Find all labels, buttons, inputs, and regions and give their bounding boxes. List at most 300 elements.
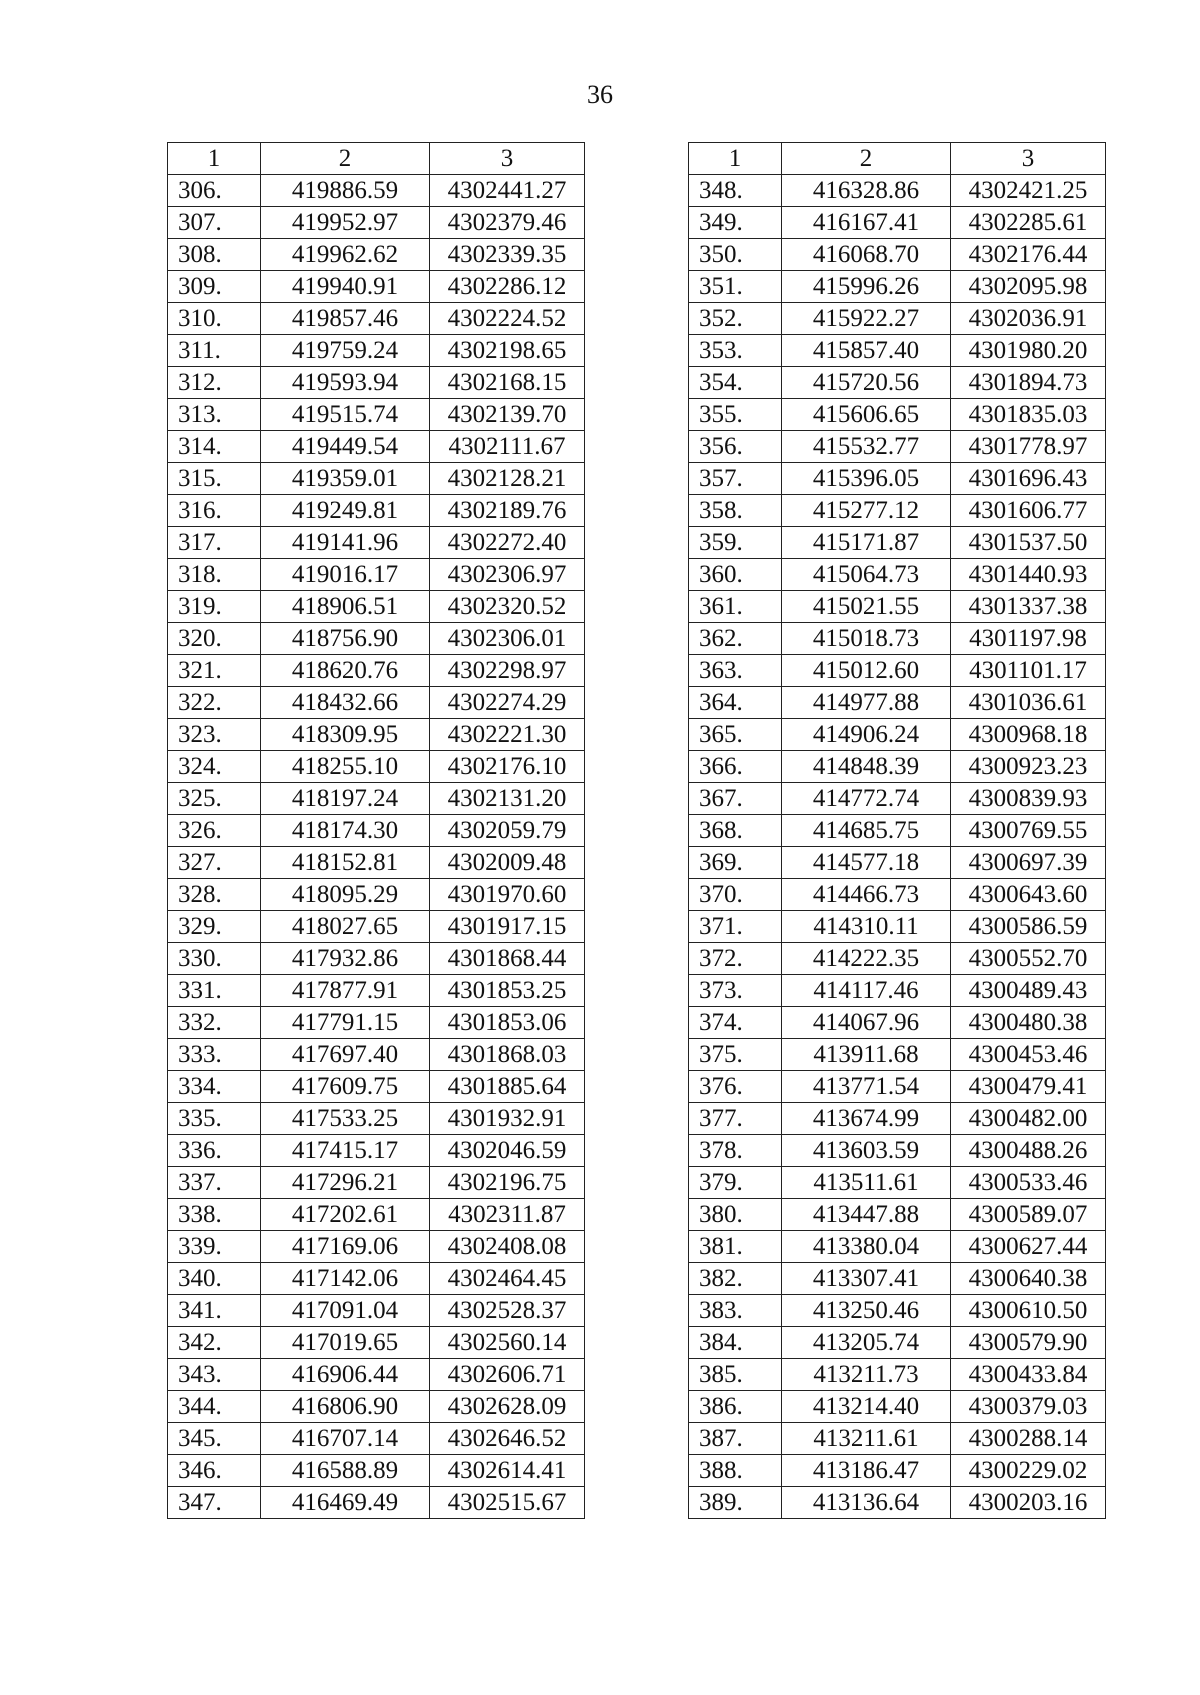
table-row xyxy=(689,1327,1106,1359)
y-coordinate-cell: 4302128.21 xyxy=(430,463,585,495)
point-number-cell: 316. xyxy=(168,495,261,527)
x-coordinate-cell: 416469.49 xyxy=(261,1487,430,1519)
table-row xyxy=(689,1423,1106,1455)
y-coordinate-cell: 4300643.60 xyxy=(951,879,1106,911)
table-row xyxy=(168,1455,585,1487)
point-number-cell: 320. xyxy=(168,623,261,655)
point-number-cell: 345. xyxy=(168,1423,261,1455)
x-coordinate-cell: 419962.62 xyxy=(261,239,430,271)
table-row xyxy=(168,559,585,591)
point-number-cell: 382. xyxy=(689,1263,782,1295)
y-coordinate-cell: 4302339.35 xyxy=(430,239,585,271)
x-coordinate-cell: 415064.73 xyxy=(782,559,951,591)
y-coordinate-cell: 4301868.03 xyxy=(430,1039,585,1071)
y-coordinate-cell: 4302606.71 xyxy=(430,1359,585,1391)
y-coordinate-cell: 4300453.46 xyxy=(951,1039,1106,1071)
point-number-cell: 334. xyxy=(168,1071,261,1103)
table-row xyxy=(168,431,585,463)
x-coordinate-cell: 413911.68 xyxy=(782,1039,951,1071)
column-header-3: 3 xyxy=(430,143,585,175)
y-coordinate-cell: 4302464.45 xyxy=(430,1263,585,1295)
point-number-cell: 323. xyxy=(168,719,261,751)
x-coordinate-cell: 413136.64 xyxy=(782,1487,951,1519)
table-row xyxy=(168,271,585,303)
point-number-cell: 386. xyxy=(689,1391,782,1423)
x-coordinate-cell: 419249.81 xyxy=(261,495,430,527)
table-row xyxy=(689,239,1106,271)
point-number-cell: 340. xyxy=(168,1263,261,1295)
y-coordinate-cell: 4300533.46 xyxy=(951,1167,1106,1199)
y-coordinate-cell: 4301894.73 xyxy=(951,367,1106,399)
table-row xyxy=(168,1199,585,1231)
point-number-cell: 351. xyxy=(689,271,782,303)
table-row xyxy=(689,1359,1106,1391)
x-coordinate-cell: 417877.91 xyxy=(261,975,430,1007)
table-row xyxy=(168,815,585,847)
x-coordinate-cell: 418756.90 xyxy=(261,623,430,655)
x-coordinate-cell: 417791.15 xyxy=(261,1007,430,1039)
x-coordinate-cell: 417533.25 xyxy=(261,1103,430,1135)
point-number-cell: 309. xyxy=(168,271,261,303)
y-coordinate-cell: 4302095.98 xyxy=(951,271,1106,303)
point-number-cell: 342. xyxy=(168,1327,261,1359)
x-coordinate-cell: 414466.73 xyxy=(782,879,951,911)
point-number-cell: 354. xyxy=(689,367,782,399)
point-number-cell: 348. xyxy=(689,175,782,207)
page-number: 36 xyxy=(587,80,613,109)
x-coordinate-cell: 415857.40 xyxy=(782,335,951,367)
point-number-cell: 384. xyxy=(689,1327,782,1359)
point-number-cell: 308. xyxy=(168,239,261,271)
y-coordinate-cell: 4300923.23 xyxy=(951,751,1106,783)
coordinates-table-right xyxy=(688,142,1106,1519)
y-coordinate-cell: 4300586.59 xyxy=(951,911,1106,943)
y-coordinate-cell: 4300203.16 xyxy=(951,1487,1106,1519)
y-coordinate-cell: 4301853.06 xyxy=(430,1007,585,1039)
point-number-cell: 356. xyxy=(689,431,782,463)
point-number-cell: 329. xyxy=(168,911,261,943)
table-row xyxy=(168,527,585,559)
table-row xyxy=(168,1007,585,1039)
table-row xyxy=(168,1071,585,1103)
point-number-cell: 317. xyxy=(168,527,261,559)
y-coordinate-cell: 4300288.14 xyxy=(951,1423,1106,1455)
point-number-cell: 322. xyxy=(168,687,261,719)
point-number-cell: 355. xyxy=(689,399,782,431)
table-row xyxy=(689,687,1106,719)
x-coordinate-cell: 416068.70 xyxy=(782,239,951,271)
x-coordinate-cell: 417609.75 xyxy=(261,1071,430,1103)
y-coordinate-cell: 4302298.97 xyxy=(430,655,585,687)
table-row xyxy=(168,1135,585,1167)
point-number-cell: 331. xyxy=(168,975,261,1007)
point-number-cell: 327. xyxy=(168,847,261,879)
x-coordinate-cell: 413211.73 xyxy=(782,1359,951,1391)
x-coordinate-cell: 419759.24 xyxy=(261,335,430,367)
table-row xyxy=(168,1359,585,1391)
table-row xyxy=(168,1391,585,1423)
x-coordinate-cell: 416328.86 xyxy=(782,175,951,207)
y-coordinate-cell: 4300433.84 xyxy=(951,1359,1106,1391)
table-row xyxy=(689,1103,1106,1135)
x-coordinate-cell: 415012.60 xyxy=(782,655,951,687)
point-number-cell: 335. xyxy=(168,1103,261,1135)
point-number-cell: 347. xyxy=(168,1487,261,1519)
x-coordinate-cell: 414117.46 xyxy=(782,975,951,1007)
y-coordinate-cell: 4302131.20 xyxy=(430,783,585,815)
y-coordinate-cell: 4302168.15 xyxy=(430,367,585,399)
y-coordinate-cell: 4302320.52 xyxy=(430,591,585,623)
y-coordinate-cell: 4302221.30 xyxy=(430,719,585,751)
table-row xyxy=(689,719,1106,751)
column-header-2: 2 xyxy=(782,143,951,175)
table-row xyxy=(689,1231,1106,1263)
point-number-cell: 360. xyxy=(689,559,782,591)
point-number-cell: 312. xyxy=(168,367,261,399)
table-row xyxy=(168,879,585,911)
x-coordinate-cell: 419141.96 xyxy=(261,527,430,559)
point-number-cell: 379. xyxy=(689,1167,782,1199)
y-coordinate-cell: 4300480.38 xyxy=(951,1007,1106,1039)
point-number-cell: 353. xyxy=(689,335,782,367)
table-row xyxy=(689,847,1106,879)
x-coordinate-cell: 415922.27 xyxy=(782,303,951,335)
point-number-cell: 313. xyxy=(168,399,261,431)
y-coordinate-cell: 4302176.44 xyxy=(951,239,1106,271)
y-coordinate-cell: 4302560.14 xyxy=(430,1327,585,1359)
x-coordinate-cell: 415396.05 xyxy=(782,463,951,495)
y-coordinate-cell: 4302111.67 xyxy=(430,431,585,463)
x-coordinate-cell: 418197.24 xyxy=(261,783,430,815)
y-coordinate-cell: 4301337.38 xyxy=(951,591,1106,623)
x-coordinate-cell: 419593.94 xyxy=(261,367,430,399)
table-row xyxy=(689,559,1106,591)
y-coordinate-cell: 4302274.29 xyxy=(430,687,585,719)
y-coordinate-cell: 4301932.91 xyxy=(430,1103,585,1135)
table-row xyxy=(689,1295,1106,1327)
point-number-cell: 362. xyxy=(689,623,782,655)
y-coordinate-cell: 4302139.70 xyxy=(430,399,585,431)
y-coordinate-cell: 4301980.20 xyxy=(951,335,1106,367)
table-row xyxy=(168,1327,585,1359)
x-coordinate-cell: 413447.88 xyxy=(782,1199,951,1231)
x-coordinate-cell: 418432.66 xyxy=(261,687,430,719)
table-row xyxy=(689,1071,1106,1103)
x-coordinate-cell: 419449.54 xyxy=(261,431,430,463)
x-coordinate-cell: 414906.24 xyxy=(782,719,951,751)
x-coordinate-cell: 418255.10 xyxy=(261,751,430,783)
x-coordinate-cell: 413211.61 xyxy=(782,1423,951,1455)
table-row xyxy=(168,1295,585,1327)
point-number-cell: 358. xyxy=(689,495,782,527)
point-number-cell: 311. xyxy=(168,335,261,367)
x-coordinate-cell: 415171.87 xyxy=(782,527,951,559)
coordinates-table-left xyxy=(167,142,585,1519)
point-number-cell: 346. xyxy=(168,1455,261,1487)
x-coordinate-cell: 413380.04 xyxy=(782,1231,951,1263)
point-number-cell: 367. xyxy=(689,783,782,815)
y-coordinate-cell: 4300479.41 xyxy=(951,1071,1106,1103)
y-coordinate-cell: 4302272.40 xyxy=(430,527,585,559)
x-coordinate-cell: 416806.90 xyxy=(261,1391,430,1423)
point-number-cell: 349. xyxy=(689,207,782,239)
point-number-cell: 366. xyxy=(689,751,782,783)
table-row xyxy=(689,591,1106,623)
point-number-cell: 326. xyxy=(168,815,261,847)
x-coordinate-cell: 417091.04 xyxy=(261,1295,430,1327)
x-coordinate-cell: 417296.21 xyxy=(261,1167,430,1199)
y-coordinate-cell: 4302628.09 xyxy=(430,1391,585,1423)
table-row xyxy=(168,847,585,879)
x-coordinate-cell: 418620.76 xyxy=(261,655,430,687)
y-coordinate-cell: 4302311.87 xyxy=(430,1199,585,1231)
x-coordinate-cell: 413511.61 xyxy=(782,1167,951,1199)
x-coordinate-cell: 413250.46 xyxy=(782,1295,951,1327)
table-row xyxy=(168,911,585,943)
table-row xyxy=(689,1039,1106,1071)
x-coordinate-cell: 419359.01 xyxy=(261,463,430,495)
y-coordinate-cell: 4302224.52 xyxy=(430,303,585,335)
table-row xyxy=(689,1263,1106,1295)
y-coordinate-cell: 4302306.97 xyxy=(430,559,585,591)
table-row xyxy=(689,1455,1106,1487)
table-row xyxy=(689,207,1106,239)
x-coordinate-cell: 416588.89 xyxy=(261,1455,430,1487)
table-row xyxy=(168,1231,585,1263)
x-coordinate-cell: 414977.88 xyxy=(782,687,951,719)
point-number-cell: 352. xyxy=(689,303,782,335)
table-row xyxy=(689,975,1106,1007)
table-row xyxy=(689,303,1106,335)
x-coordinate-cell: 415277.12 xyxy=(782,495,951,527)
table-row xyxy=(168,975,585,1007)
table-row xyxy=(168,591,585,623)
point-number-cell: 357. xyxy=(689,463,782,495)
x-coordinate-cell: 414577.18 xyxy=(782,847,951,879)
table-row xyxy=(689,1007,1106,1039)
table-row xyxy=(168,463,585,495)
table-row xyxy=(689,367,1106,399)
table-row xyxy=(689,943,1106,975)
y-coordinate-cell: 4301606.77 xyxy=(951,495,1106,527)
table-row xyxy=(168,1039,585,1071)
x-coordinate-cell: 419952.97 xyxy=(261,207,430,239)
y-coordinate-cell: 4302515.67 xyxy=(430,1487,585,1519)
table-row xyxy=(168,719,585,751)
point-number-cell: 332. xyxy=(168,1007,261,1039)
point-number-cell: 336. xyxy=(168,1135,261,1167)
table-row xyxy=(689,1135,1106,1167)
table-row xyxy=(168,367,585,399)
y-coordinate-cell: 4300552.70 xyxy=(951,943,1106,975)
y-coordinate-cell: 4300769.55 xyxy=(951,815,1106,847)
x-coordinate-cell: 417415.17 xyxy=(261,1135,430,1167)
point-number-cell: 380. xyxy=(689,1199,782,1231)
y-coordinate-cell: 4302198.65 xyxy=(430,335,585,367)
y-coordinate-cell: 4300610.50 xyxy=(951,1295,1106,1327)
point-number-cell: 369. xyxy=(689,847,782,879)
x-coordinate-cell: 413214.40 xyxy=(782,1391,951,1423)
y-coordinate-cell: 4300627.44 xyxy=(951,1231,1106,1263)
point-number-cell: 319. xyxy=(168,591,261,623)
x-coordinate-cell: 414772.74 xyxy=(782,783,951,815)
table-row xyxy=(168,1423,585,1455)
table-row xyxy=(689,271,1106,303)
point-number-cell: 310. xyxy=(168,303,261,335)
table-row xyxy=(168,623,585,655)
x-coordinate-cell: 415606.65 xyxy=(782,399,951,431)
table-row xyxy=(689,463,1106,495)
y-coordinate-cell: 4302046.59 xyxy=(430,1135,585,1167)
x-coordinate-cell: 414685.75 xyxy=(782,815,951,847)
x-coordinate-cell: 414222.35 xyxy=(782,943,951,975)
x-coordinate-cell: 416167.41 xyxy=(782,207,951,239)
point-number-cell: 363. xyxy=(689,655,782,687)
x-coordinate-cell: 417202.61 xyxy=(261,1199,430,1231)
y-coordinate-cell: 4301696.43 xyxy=(951,463,1106,495)
y-coordinate-cell: 4302286.12 xyxy=(430,271,585,303)
y-coordinate-cell: 4301101.17 xyxy=(951,655,1106,687)
point-number-cell: 325. xyxy=(168,783,261,815)
point-number-cell: 306. xyxy=(168,175,261,207)
table-row xyxy=(689,655,1106,687)
x-coordinate-cell: 417142.06 xyxy=(261,1263,430,1295)
point-number-cell: 314. xyxy=(168,431,261,463)
table-row xyxy=(689,1391,1106,1423)
table-header-row xyxy=(168,143,585,175)
y-coordinate-cell: 4302408.08 xyxy=(430,1231,585,1263)
point-number-cell: 381. xyxy=(689,1231,782,1263)
point-number-cell: 389. xyxy=(689,1487,782,1519)
x-coordinate-cell: 418027.65 xyxy=(261,911,430,943)
table-row xyxy=(168,1167,585,1199)
table-row xyxy=(168,1487,585,1519)
table-row xyxy=(689,879,1106,911)
y-coordinate-cell: 4302614.41 xyxy=(430,1455,585,1487)
column-header-2: 2 xyxy=(261,143,430,175)
y-coordinate-cell: 4301835.03 xyxy=(951,399,1106,431)
x-coordinate-cell: 418095.29 xyxy=(261,879,430,911)
point-number-cell: 350. xyxy=(689,239,782,271)
point-number-cell: 373. xyxy=(689,975,782,1007)
x-coordinate-cell: 418152.81 xyxy=(261,847,430,879)
x-coordinate-cell: 414067.96 xyxy=(782,1007,951,1039)
point-number-cell: 377. xyxy=(689,1103,782,1135)
x-coordinate-cell: 413186.47 xyxy=(782,1455,951,1487)
table-row xyxy=(689,1167,1106,1199)
point-number-cell: 370. xyxy=(689,879,782,911)
column-header-1: 1 xyxy=(168,143,261,175)
point-number-cell: 328. xyxy=(168,879,261,911)
x-coordinate-cell: 413307.41 xyxy=(782,1263,951,1295)
x-coordinate-cell: 419940.91 xyxy=(261,271,430,303)
point-number-cell: 344. xyxy=(168,1391,261,1423)
x-coordinate-cell: 418906.51 xyxy=(261,591,430,623)
x-coordinate-cell: 416707.14 xyxy=(261,1423,430,1455)
table-row xyxy=(168,1103,585,1135)
table-row xyxy=(689,335,1106,367)
y-coordinate-cell: 4302379.46 xyxy=(430,207,585,239)
x-coordinate-cell: 417932.86 xyxy=(261,943,430,975)
x-coordinate-cell: 413771.54 xyxy=(782,1071,951,1103)
y-coordinate-cell: 4301440.93 xyxy=(951,559,1106,591)
x-coordinate-cell: 417019.65 xyxy=(261,1327,430,1359)
table-row xyxy=(689,623,1106,655)
y-coordinate-cell: 4300640.38 xyxy=(951,1263,1106,1295)
point-number-cell: 330. xyxy=(168,943,261,975)
table-row xyxy=(168,751,585,783)
y-coordinate-cell: 4301778.97 xyxy=(951,431,1106,463)
point-number-cell: 359. xyxy=(689,527,782,559)
table-row xyxy=(689,751,1106,783)
y-coordinate-cell: 4300697.39 xyxy=(951,847,1106,879)
point-number-cell: 337. xyxy=(168,1167,261,1199)
point-number-cell: 372. xyxy=(689,943,782,975)
x-coordinate-cell: 417169.06 xyxy=(261,1231,430,1263)
y-coordinate-cell: 4301868.44 xyxy=(430,943,585,975)
y-coordinate-cell: 4301197.98 xyxy=(951,623,1106,655)
table-row xyxy=(168,687,585,719)
point-number-cell: 364. xyxy=(689,687,782,719)
point-number-cell: 383. xyxy=(689,1295,782,1327)
column-header-3: 3 xyxy=(951,143,1106,175)
point-number-cell: 371. xyxy=(689,911,782,943)
x-coordinate-cell: 415996.26 xyxy=(782,271,951,303)
x-coordinate-cell: 415532.77 xyxy=(782,431,951,463)
x-coordinate-cell: 415021.55 xyxy=(782,591,951,623)
table-row xyxy=(168,239,585,271)
table-row xyxy=(689,1487,1106,1519)
table-row xyxy=(689,527,1106,559)
y-coordinate-cell: 4301853.25 xyxy=(430,975,585,1007)
table-row xyxy=(168,335,585,367)
x-coordinate-cell: 417697.40 xyxy=(261,1039,430,1071)
table-row xyxy=(168,943,585,975)
point-number-cell: 341. xyxy=(168,1295,261,1327)
x-coordinate-cell: 418309.95 xyxy=(261,719,430,751)
y-coordinate-cell: 4301917.15 xyxy=(430,911,585,943)
table-row xyxy=(168,399,585,431)
point-number-cell: 376. xyxy=(689,1071,782,1103)
y-coordinate-cell: 4300379.03 xyxy=(951,1391,1106,1423)
y-coordinate-cell: 4301970.60 xyxy=(430,879,585,911)
point-number-cell: 368. xyxy=(689,815,782,847)
point-number-cell: 378. xyxy=(689,1135,782,1167)
table-row xyxy=(689,431,1106,463)
table-row xyxy=(689,1199,1106,1231)
table-row xyxy=(168,207,585,239)
point-number-cell: 375. xyxy=(689,1039,782,1071)
y-coordinate-cell: 4300488.26 xyxy=(951,1135,1106,1167)
point-number-cell: 388. xyxy=(689,1455,782,1487)
point-number-cell: 321. xyxy=(168,655,261,687)
point-number-cell: 333. xyxy=(168,1039,261,1071)
y-coordinate-cell: 4302306.01 xyxy=(430,623,585,655)
point-number-cell: 339. xyxy=(168,1231,261,1263)
y-coordinate-cell: 4302009.48 xyxy=(430,847,585,879)
table-row xyxy=(168,175,585,207)
y-coordinate-cell: 4302441.27 xyxy=(430,175,585,207)
x-coordinate-cell: 419515.74 xyxy=(261,399,430,431)
point-number-cell: 338. xyxy=(168,1199,261,1231)
point-number-cell: 324. xyxy=(168,751,261,783)
y-coordinate-cell: 4302646.52 xyxy=(430,1423,585,1455)
table-row xyxy=(689,815,1106,847)
point-number-cell: 387. xyxy=(689,1423,782,1455)
table-row xyxy=(689,911,1106,943)
x-coordinate-cell: 413674.99 xyxy=(782,1103,951,1135)
y-coordinate-cell: 4300489.43 xyxy=(951,975,1106,1007)
